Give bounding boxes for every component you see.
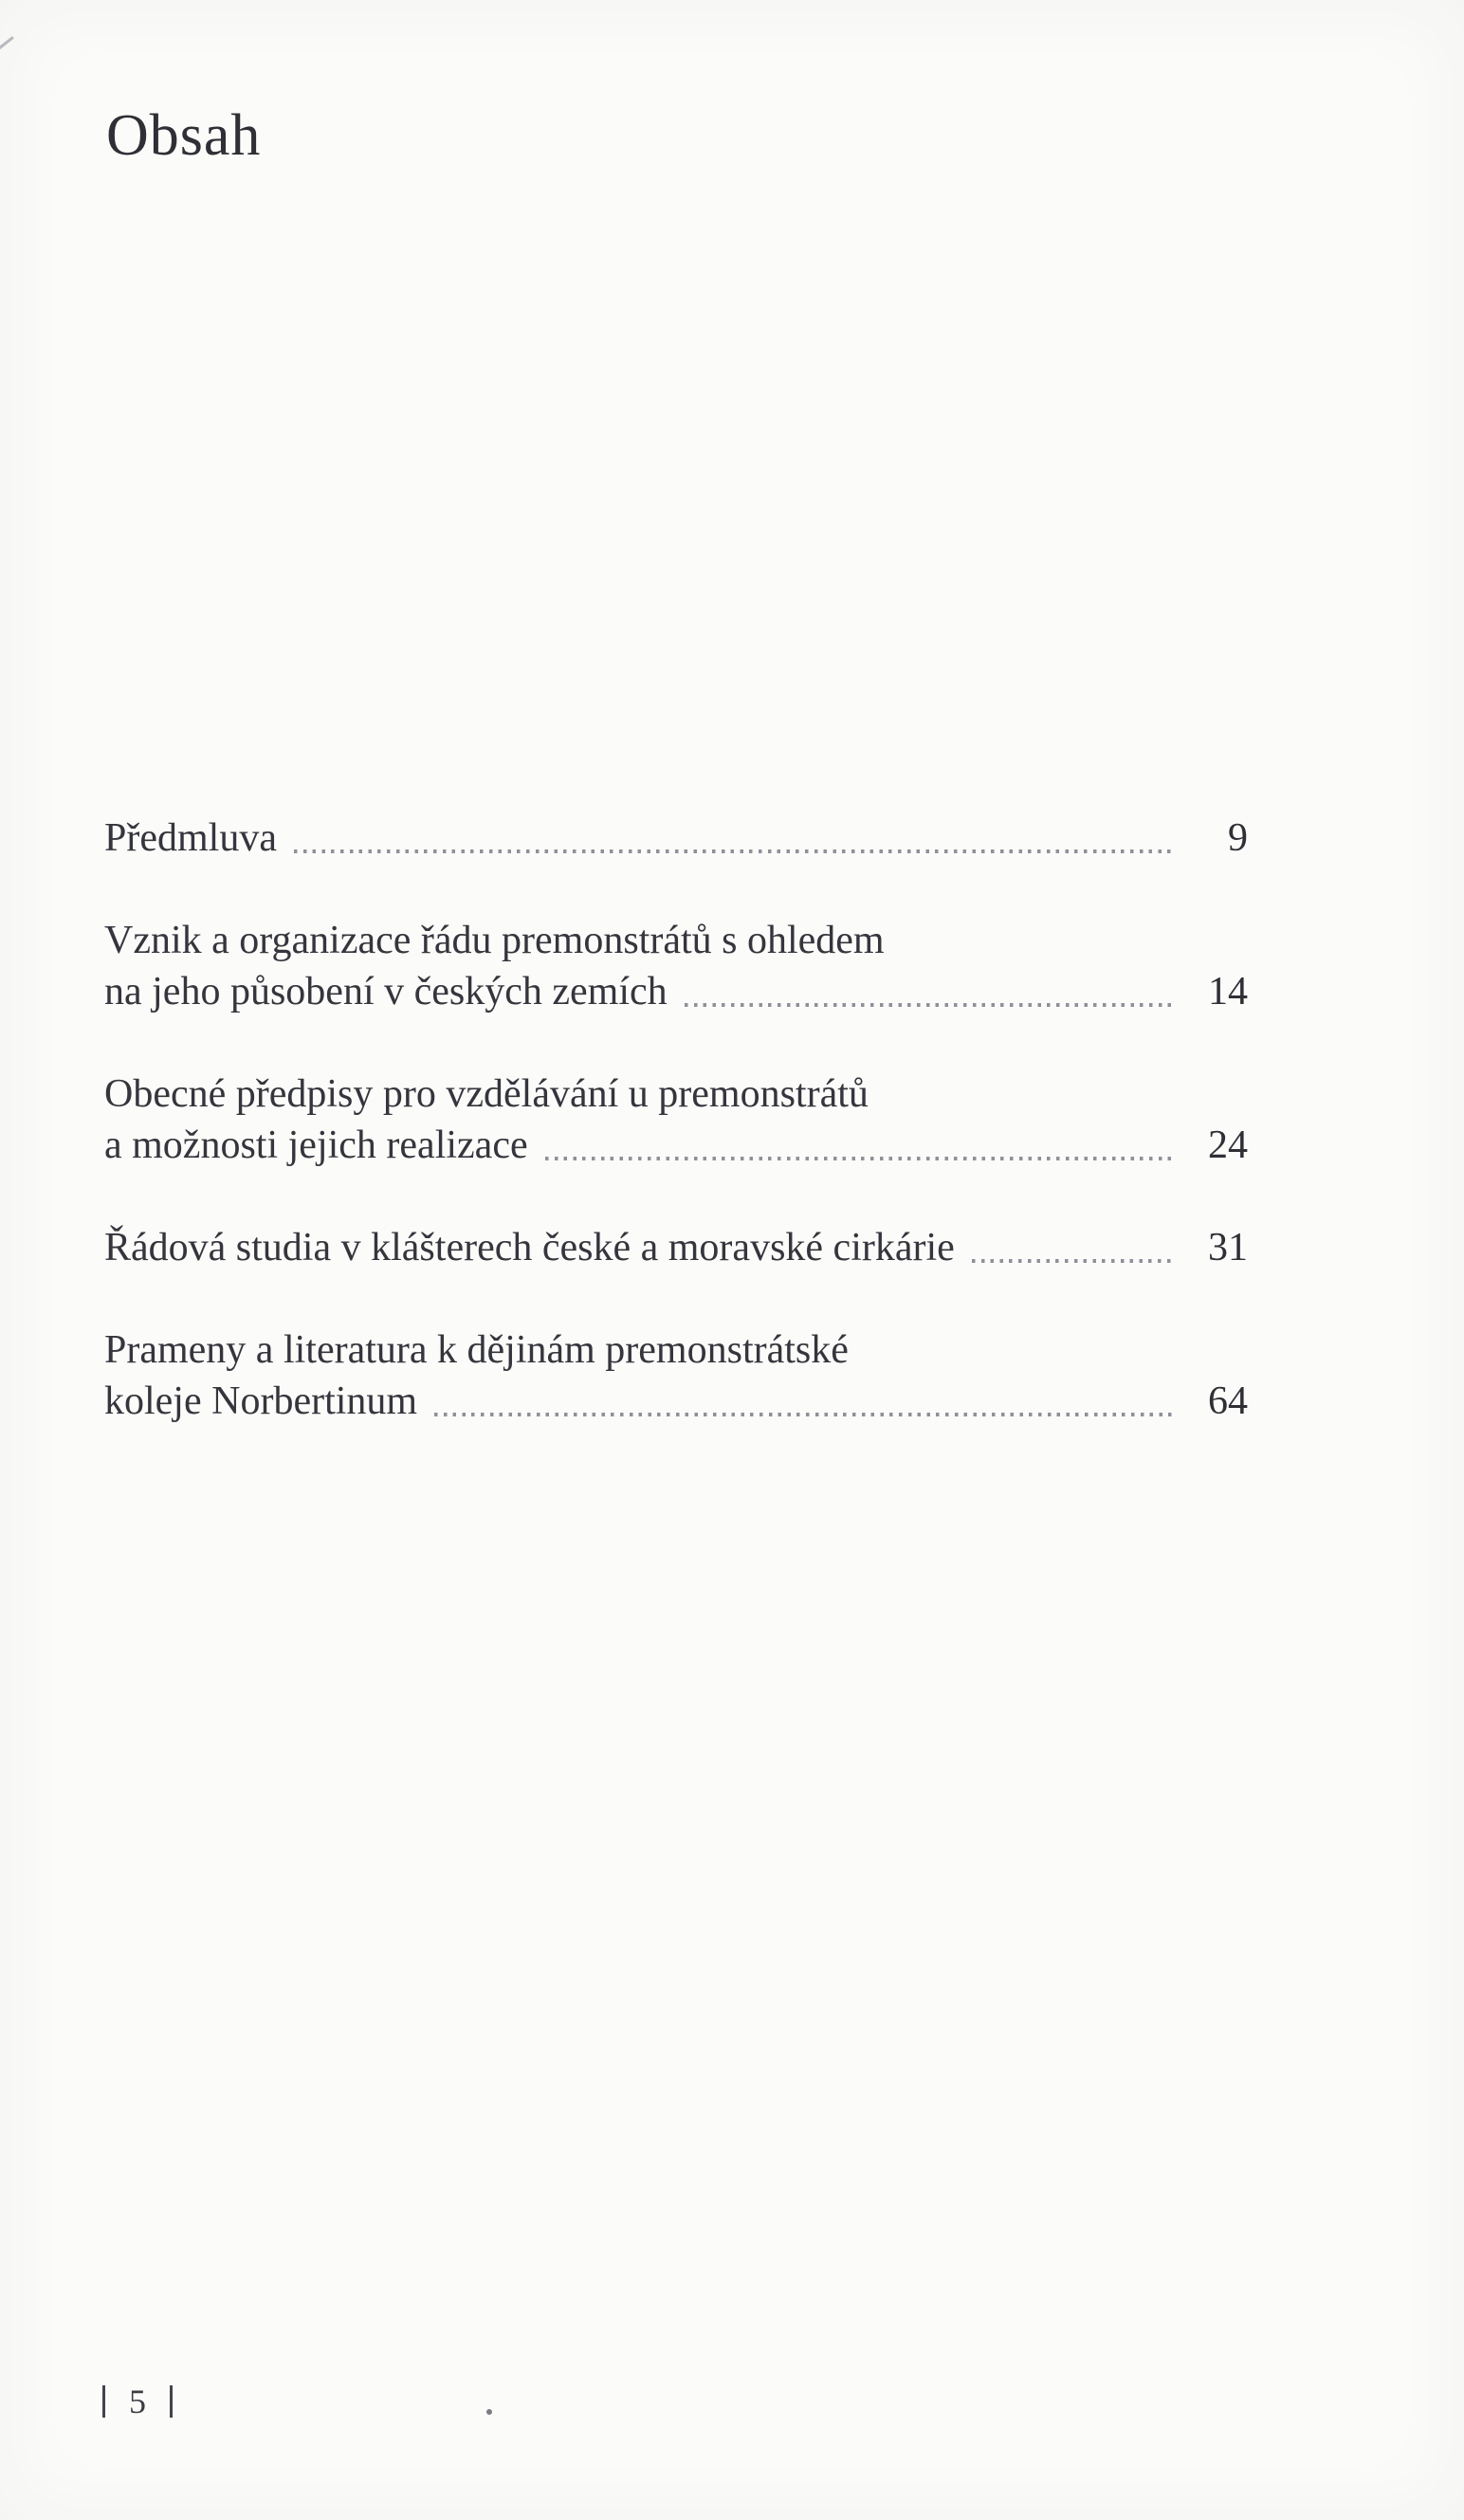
toc-chapter-line: [104, 1324, 1248, 1376]
footer-left-bar: [102, 2385, 105, 2418]
dot-leader: [434, 1413, 1174, 1416]
toc-group: [104, 1324, 1248, 1427]
toc-group: [104, 915, 1248, 1017]
toc-chapter-line: [104, 966, 1248, 1017]
toc-chapter-label: Předmluva: [104, 816, 277, 860]
toc-chapter-page-number: 24: [1208, 1123, 1248, 1167]
toc-chapter-line: [104, 813, 1248, 864]
toc-chapter-page-number: 9: [1228, 816, 1248, 860]
toc-chapter-line: [104, 915, 1248, 966]
toc-chapter-line: [104, 1120, 1248, 1171]
dot-leader: [545, 1157, 1174, 1160]
footer-right-bar: [170, 2385, 173, 2418]
scan-artifact-mark: [0, 36, 14, 50]
toc-group: [104, 1222, 1248, 1273]
page-number-footer: [102, 2385, 173, 2418]
table-of-contents: [104, 813, 1248, 1427]
toc-chapter-page-number: 31: [1208, 1226, 1248, 1269]
toc-chapter-page-number: 14: [1208, 970, 1248, 1013]
toc-chapter-label: Prameny a literatura k dějinám premonstrátské: [104, 1328, 849, 1372]
toc-group: [104, 813, 1248, 864]
dot-leader: [294, 849, 1174, 853]
page-title: Obsah: [106, 103, 262, 168]
dot-leader: [972, 1259, 1174, 1263]
toc-chapter-line: [104, 1222, 1248, 1273]
stray-ink-dot: [486, 2409, 492, 2415]
toc-chapter-line: [104, 1376, 1248, 1427]
dot-leader: [685, 1003, 1174, 1007]
toc-chapter-label: Vznik a organizace řádu premonstrátů s ohledem: [104, 919, 885, 962]
toc-chapter-line: [104, 1068, 1248, 1120]
toc-group: [104, 1068, 1248, 1171]
toc-chapter-label: Řádová studia v klášterech české a moravské cirkárie: [104, 1226, 955, 1269]
toc-chapter-label: na jeho působení v českých zemích: [104, 970, 668, 1013]
toc-chapter-page-number: 64: [1208, 1379, 1248, 1423]
toc-chapter-label: a možnosti jejich realizace: [104, 1123, 528, 1167]
toc-chapter-label: koleje Norbertinum: [104, 1379, 418, 1423]
toc-chapter-label: Obecné předpisy pro vzdělávání u premonstrátů: [104, 1072, 869, 1116]
footer-page-number: 5: [129, 2383, 146, 2420]
